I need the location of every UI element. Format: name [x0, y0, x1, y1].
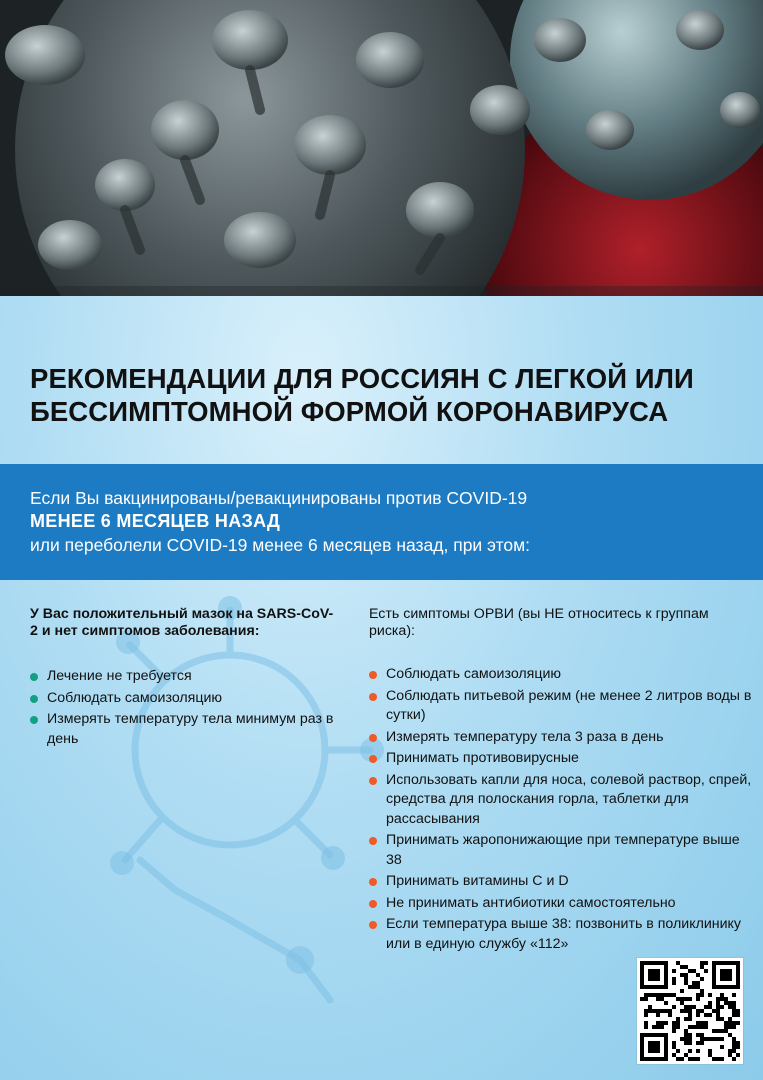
- asymptomatic-list: [30, 667, 340, 749]
- list-item: Использовать капли для носа, солевой раствор, спрей, средства для полоскания горла, таблетки для рассасывания: [369, 771, 754, 830]
- list-item: Соблюдать питьевой режим (не менее 2 литров воды в сутки): [369, 687, 754, 726]
- bullet-icon: [30, 716, 38, 724]
- bullet-icon: [369, 777, 377, 785]
- condition-banner: [0, 464, 763, 580]
- list-item: Если температура выше 38: позвонить в поликлинику или в единую службу «112»: [369, 915, 754, 954]
- symptomatic-heading: Есть симптомы ОРВИ (вы НЕ относитесь к группам риска):: [369, 606, 709, 639]
- qr-code[interactable]: [637, 958, 743, 1064]
- bullet-icon: [30, 673, 38, 681]
- banner-line-1: Если Вы вакцинированы/ревакцинированы против COVID-19: [30, 488, 528, 508]
- title-line-2: БЕССИМПТОМНОЙ ФОРМОЙ КОРОНАВИРУСА: [30, 396, 669, 427]
- bullet-icon: [369, 921, 377, 929]
- list-item: Лечение не требуется: [30, 667, 340, 687]
- bullet-icon: [369, 837, 377, 845]
- list-item: Измерять температуру тела минимум раз в день: [30, 710, 340, 749]
- banner-line-emphasis: МЕНЕЕ 6 МЕСЯЦЕВ НАЗАД: [30, 511, 281, 531]
- bullet-icon: [369, 878, 377, 886]
- list-item: Измерять температуру тела 3 раза в день: [369, 728, 754, 748]
- bullet-icon: [369, 671, 377, 679]
- qr-code-icon: [640, 961, 740, 1061]
- title-line-1: РЕКОМЕНДАЦИИ ДЛЯ РОССИЯН С ЛЕГКОЙ ИЛИ: [30, 363, 694, 394]
- coronavirus-hero-image: [0, 0, 763, 296]
- bullet-icon: [369, 900, 377, 908]
- bullet-icon: [30, 695, 38, 703]
- page-title: [30, 362, 750, 428]
- bullet-icon: [369, 693, 377, 701]
- bullet-icon: [369, 734, 377, 742]
- symptomatic-column: [369, 606, 754, 956]
- list-item: Соблюдать самоизоляцию: [30, 689, 340, 709]
- list-item: Не принимать антибиотики самостоятельно: [369, 894, 754, 914]
- list-item: Принимать витамины С и D: [369, 872, 754, 892]
- asymptomatic-column: [30, 606, 340, 751]
- list-item: Принимать противовирусные: [369, 749, 754, 769]
- list-item: Принимать жаропонижающие при температуре выше 38: [369, 831, 754, 870]
- list-item: Соблюдать самоизоляцию: [369, 665, 754, 685]
- symptomatic-list: [369, 665, 754, 954]
- bullet-icon: [369, 755, 377, 763]
- virus-illustration-icon: [0, 0, 763, 296]
- banner-line-3: или переболели COVID-19 менее 6 месяцев назад, при этом:: [30, 535, 531, 555]
- asymptomatic-heading: У Вас положительный мазок на SARS-CoV-2 и нет симптомов заболевания:: [30, 606, 334, 639]
